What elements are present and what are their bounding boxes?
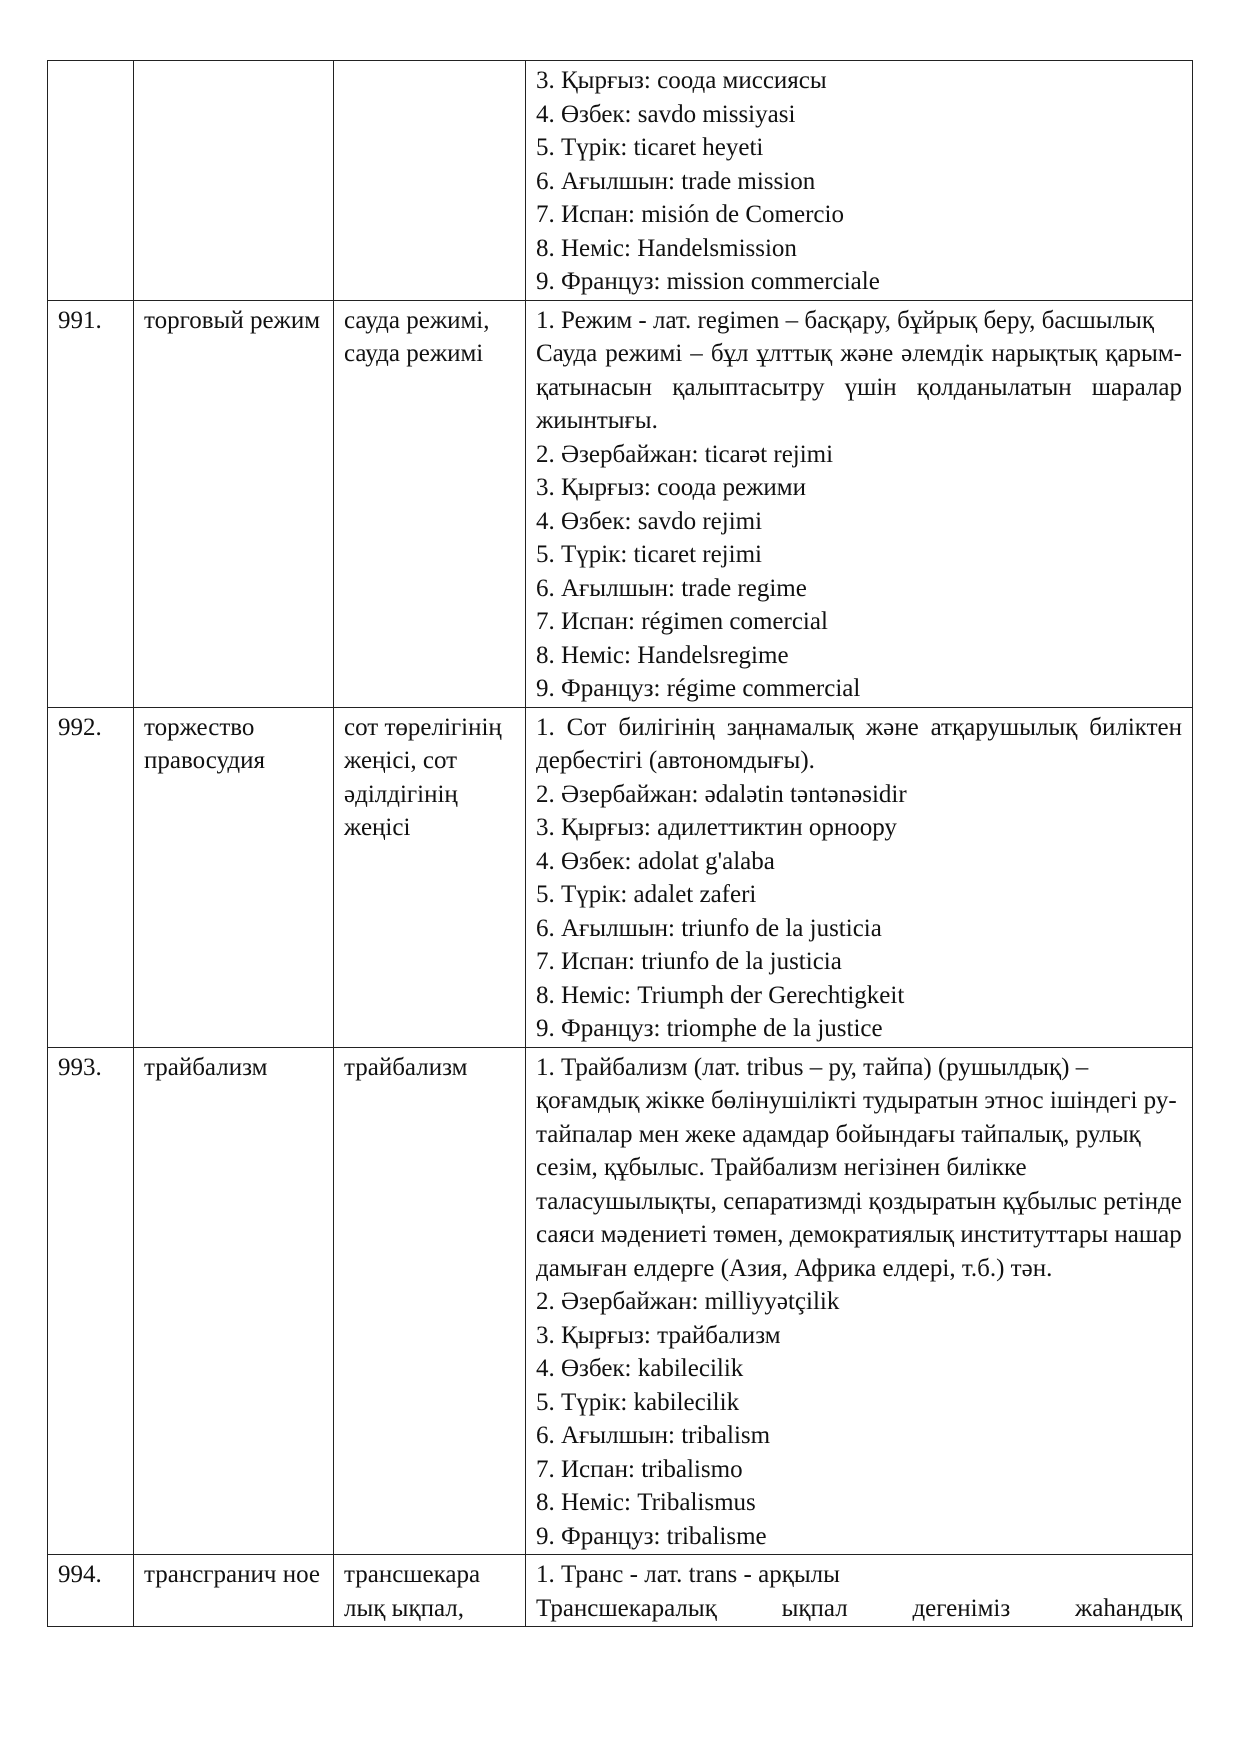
- entry-number: [48, 61, 134, 301]
- translation-line: 8. Неміс: Triumph der Gerechtigkeit: [536, 981, 905, 1009]
- translation-line: 9. Француз: régime commercial: [536, 675, 861, 702]
- translation-line: 6. Ағылшын: trade regime: [536, 574, 807, 602]
- translation-line: 3. Қырғыз: адилеттиктин орноору: [536, 814, 897, 841]
- translation-line: 3. Қырғыз: трайбализм: [536, 1321, 781, 1349]
- translation-line: 6. Ағылшын: triunfo de la justicia: [536, 914, 882, 942]
- kazakh-term: сауда режимі, сауда режимі: [334, 300, 526, 707]
- russian-term: трансгранич ное: [134, 1555, 334, 1627]
- entry-number: 992.: [48, 707, 134, 1047]
- definition-text: Сауда режимі – бұл ұлттық және әлемдік нарықтық қарым-қатынасын қалыптасытру үшін қолданылатын шаралар жиынтығы.: [536, 340, 1182, 434]
- translation-line: 4. Өзбек: savdo missiyasi: [536, 100, 796, 128]
- translation-line: 8. Неміс: Handelsmission: [536, 234, 797, 262]
- document-page: [47, 60, 1192, 1627]
- translation-line: 7. Испан: misión de Comercio: [536, 201, 844, 228]
- translation-line: 5. Түрік: adalet zaferi: [536, 881, 757, 908]
- table-row: [48, 707, 1193, 1047]
- translation-line: 5. Түрік: ticaret rejimi: [536, 541, 762, 568]
- terminology-table: [47, 60, 1193, 1627]
- kazakh-term: [334, 61, 526, 301]
- translation-line: 2. Әзербайжан: milliyyətçilik: [536, 1288, 840, 1315]
- description-cell: [526, 707, 1193, 1047]
- translation-line: 5. Түрік: ticaret heyeti: [536, 134, 764, 161]
- translation-line: 3. Қырғыз: соода режими: [536, 474, 806, 501]
- russian-term: трайбализм: [134, 1047, 334, 1555]
- definition-text: 1. Транс - лат. trans - арқылы: [536, 1561, 840, 1588]
- kazakh-term: сот төрелігінің жеңісі, сот әділдігінің жеңісі: [334, 707, 526, 1047]
- entry-number: 994.: [48, 1555, 134, 1627]
- translation-line: 9. Француз: mission commerciale: [536, 268, 880, 295]
- description-cell: [526, 61, 1193, 301]
- translation-line: 4. Өзбек: adolat g'alaba: [536, 847, 775, 875]
- translation-line: 2. Әзербайжан: ədalətin təntənəsidir: [536, 780, 907, 808]
- translation-line: 5. Түрік: kabilecilik: [536, 1388, 740, 1416]
- translation-line: 4. Өзбек: kabilecilik: [536, 1355, 744, 1382]
- translation-line: 9. Француз: tribalisme: [536, 1522, 767, 1550]
- description-cell: [526, 300, 1193, 707]
- definition-text: 1. Сот билігінің заңнамалық және атқарушылық биліктен дербестігі (автономдығы).: [536, 713, 1182, 774]
- definition-text: Трансшекаралық ықпал дегеніміз жаһандық: [536, 1594, 1182, 1622]
- definition-text: 1. Режим - лат. regimen – басқару, бұйрық беру, басшылық: [536, 306, 1154, 334]
- translation-line: 6. Ағылшын: tribalism: [536, 1422, 771, 1449]
- translation-line: 2. Әзербайжан: ticarət rejimi: [536, 440, 834, 468]
- russian-term: торжество правосудия: [134, 707, 334, 1047]
- definition-text: 1. Трайбализм (лат. tribus – ру, тайпа) (рушылдық) – қоғамдық жікке бөлінушілікті тудыратын этнос ішіндегі ру-тайпалар мен жеке адамдар бойындағы тайпалық, рулық сезім, құбылыс. Трайбализм негізінен билікке таласушылықты, сепаратизмді қоздыратын құбылыс ретінде саяси мәдениеті төмен, демократиялық институттары нашар дамыған елдерге (Азия, Африка елдері, т.б.) тән.: [536, 1053, 1182, 1282]
- russian-term: [134, 61, 334, 301]
- translation-line: 7. Испан: triunfo de la justicia: [536, 948, 842, 975]
- translation-line: 8. Неміс: Tribalismus: [536, 1489, 756, 1516]
- translation-line: 8. Неміс: Handelsregime: [536, 641, 789, 669]
- entry-number: 991.: [48, 300, 134, 707]
- kazakh-term: трайбализм: [334, 1047, 526, 1555]
- description-cell: [526, 1555, 1193, 1627]
- translation-line: 7. Испан: tribalismo: [536, 1455, 743, 1483]
- description-cell: [526, 1047, 1193, 1555]
- translation-line: 4. Өзбек: savdo rejimi: [536, 507, 763, 535]
- kazakh-term: трансшекара лық ықпал,: [334, 1555, 526, 1627]
- translation-line: 9. Француз: triomphe de la justice: [536, 1015, 883, 1042]
- russian-term: торговый режим: [134, 300, 334, 707]
- translation-line: 6. Ағылшын: trade mission: [536, 167, 816, 195]
- table-row: [48, 61, 1193, 301]
- translation-line: 3. Қырғыз: соода миссиясы: [536, 67, 827, 94]
- entry-number: 993.: [48, 1047, 134, 1555]
- table-row: [48, 1047, 1193, 1555]
- table-row: [48, 300, 1193, 707]
- translation-line: 7. Испан: régimen comercial: [536, 608, 828, 635]
- table-row: [48, 1555, 1193, 1627]
